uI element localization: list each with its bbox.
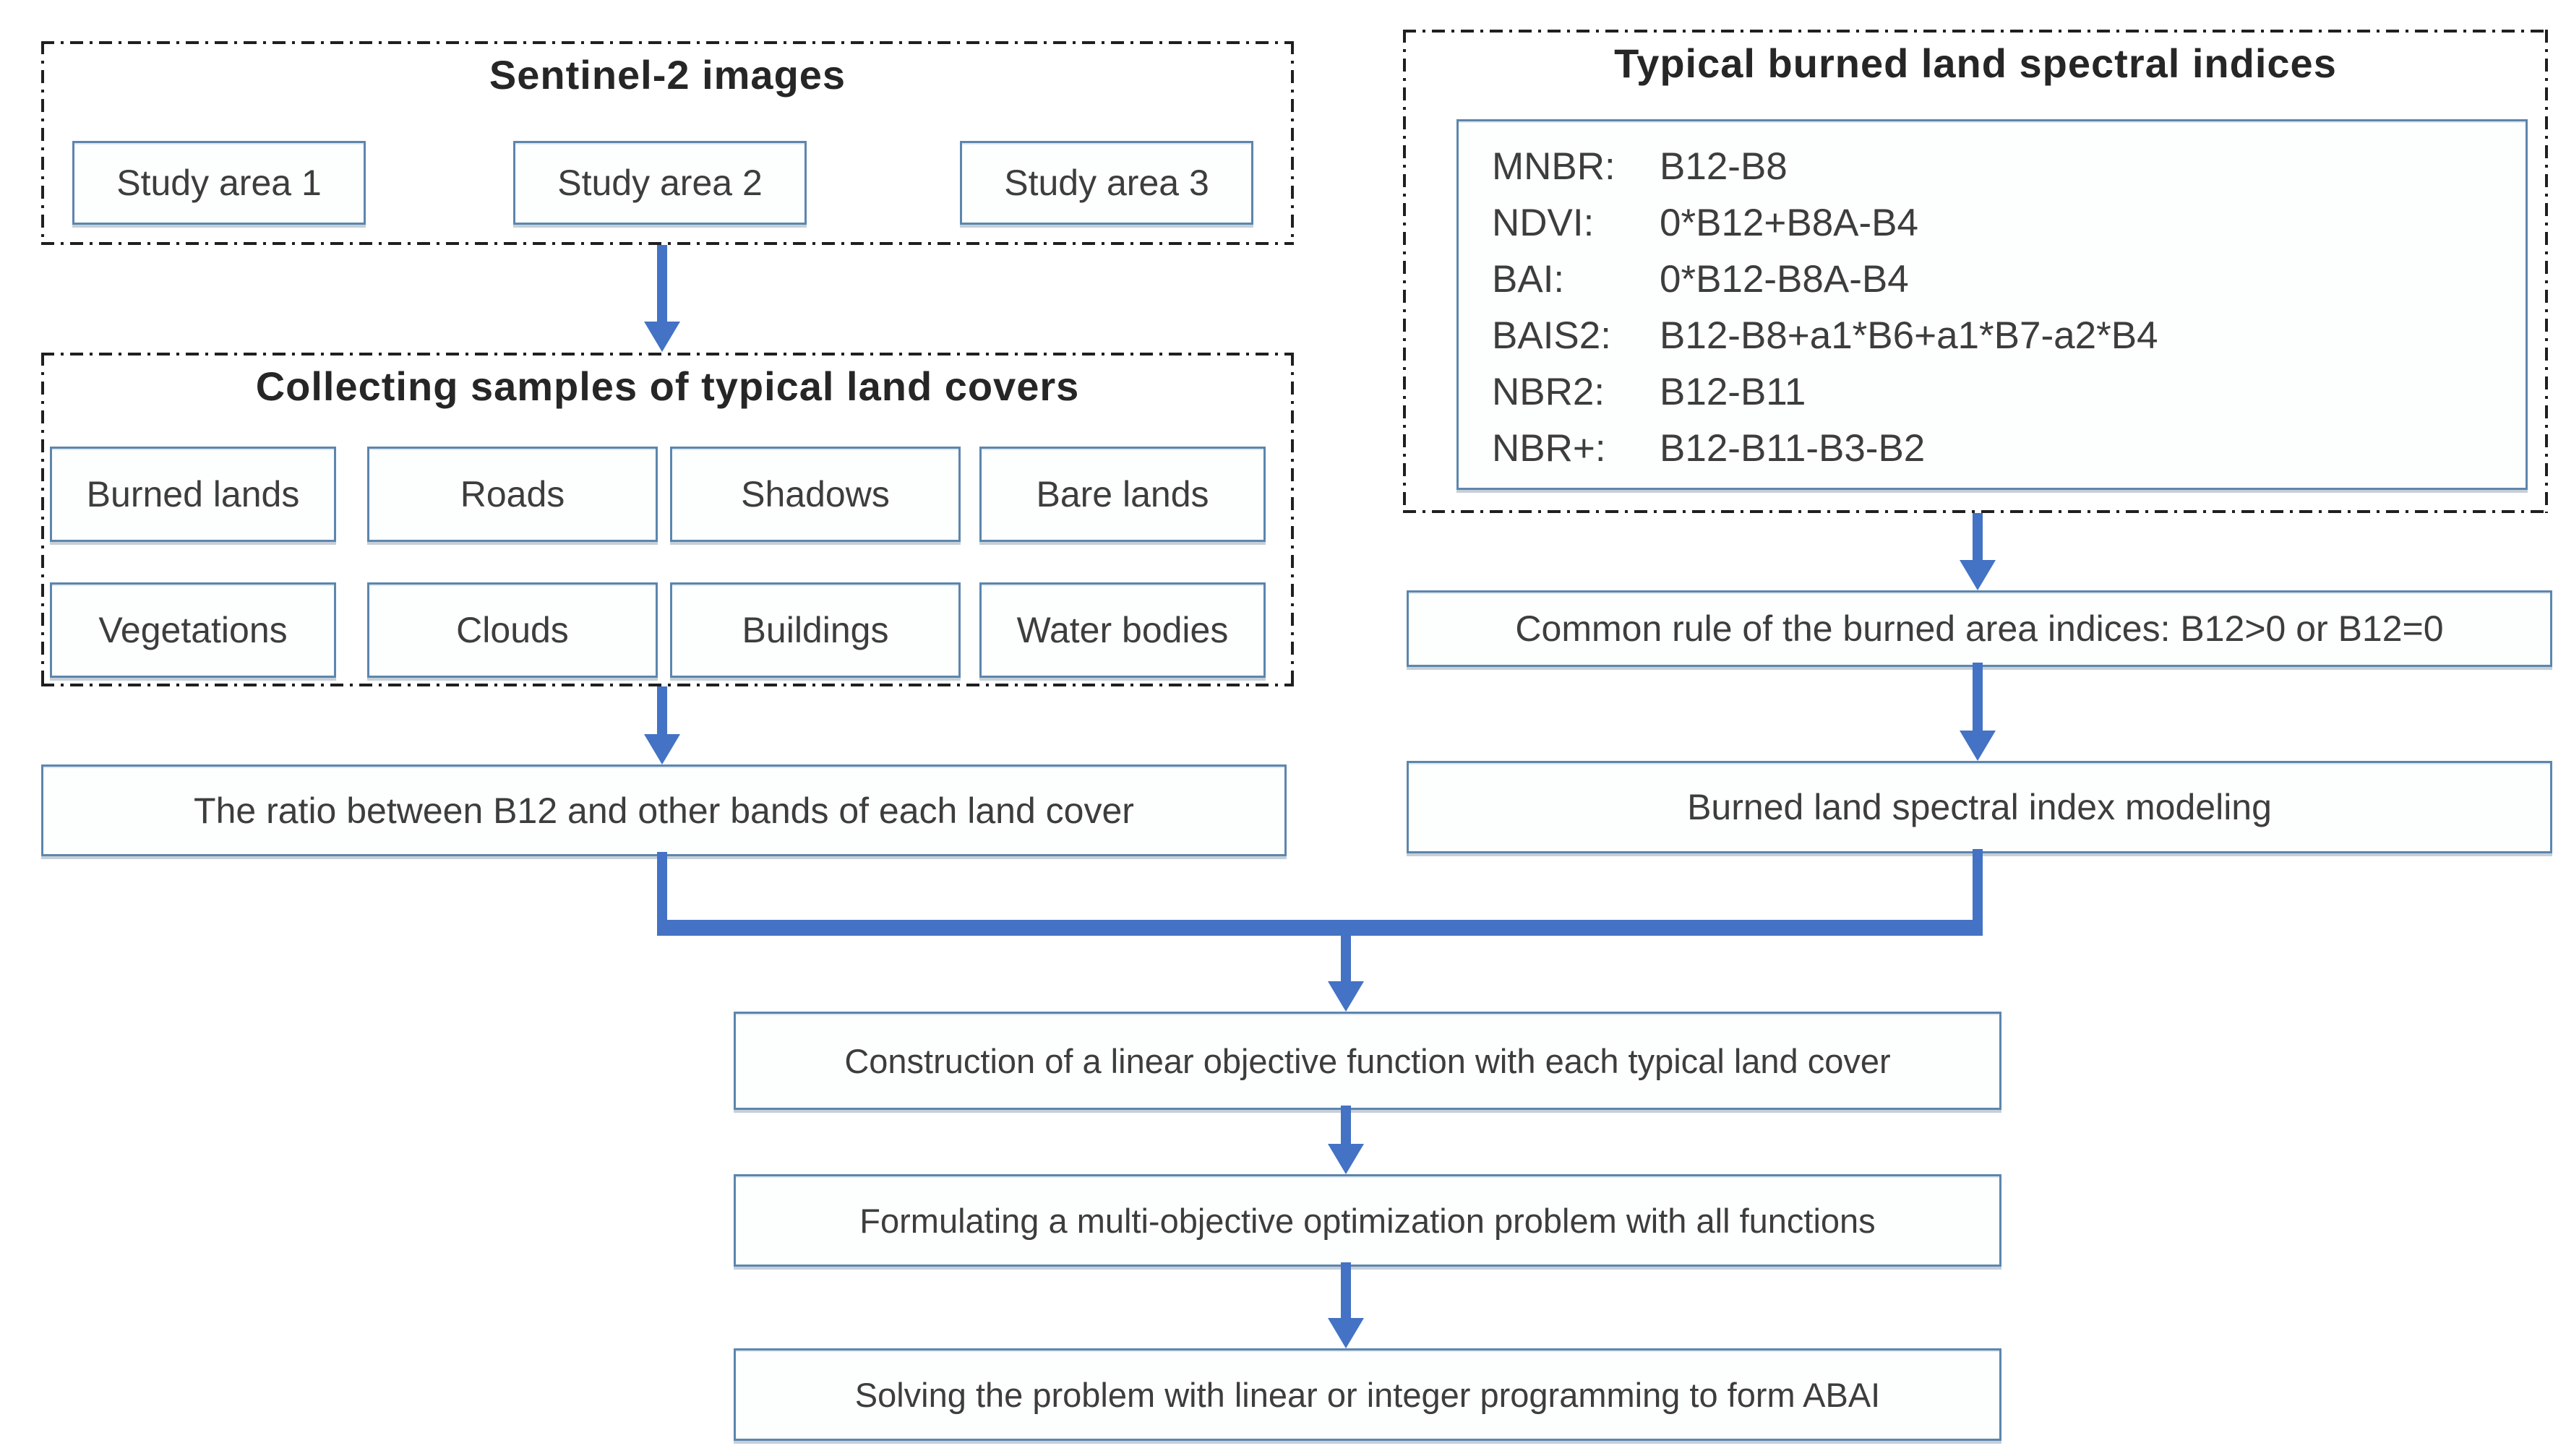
index-formula: B12-B8+a1*B6+a1*B7-a2*B4 — [1660, 314, 2158, 357]
index-label: BAI: — [1492, 258, 1565, 301]
index-label: MNBR: — [1492, 145, 1615, 188]
land-cover-buildings-box — [670, 582, 961, 678]
land-cover-label: Buildings — [742, 610, 889, 650]
index-label: NDVI: — [1492, 202, 1595, 244]
samples-group — [41, 353, 1294, 686]
arrow-shaft — [1973, 663, 1983, 731]
index-formula: B12-B11 — [1660, 371, 1806, 413]
arrow-head-icon — [1960, 731, 1996, 761]
construction-box — [734, 1012, 2001, 1110]
land-cover-label: Roads — [460, 474, 565, 514]
modeling-box — [1407, 761, 2552, 853]
index-row-bais2 — [1492, 308, 2511, 364]
study-area-1-label: Study area 1 — [116, 163, 322, 203]
indices-list-box — [1456, 119, 2528, 490]
indices-group — [1403, 30, 2548, 513]
ratio-box-label: The ratio between B12 and other bands of each land cover — [194, 790, 1134, 831]
index-formula: B12-B8 — [1660, 145, 1788, 188]
study-area-1-box — [72, 141, 366, 225]
land-cover-water-bodies-box — [979, 582, 1266, 678]
arrow-head-icon — [1328, 981, 1364, 1012]
land-cover-roads-box — [367, 447, 658, 542]
land-cover-label: Bare lands — [1036, 474, 1209, 514]
land-cover-label: Water bodies — [1016, 610, 1229, 650]
arrow-samples-to-ratio — [644, 686, 680, 764]
indices-group-title: Typical burned land spectral indices — [1614, 40, 2337, 86]
arrow-head-icon — [644, 322, 680, 352]
arrow-formulating-to-solving — [1328, 1262, 1364, 1348]
arrow-shaft — [1973, 513, 1983, 560]
arrow-head-icon — [644, 734, 680, 764]
index-label: BAIS2: — [1492, 314, 1611, 357]
land-cover-vegetations-box — [50, 582, 336, 678]
index-row-mnbr — [1492, 139, 2511, 195]
ratio-box — [41, 764, 1287, 856]
land-cover-label: Clouds — [456, 610, 569, 650]
solving-box-label: Solving the problem with linear or integer programming to form ABAI — [854, 1375, 1881, 1414]
arrow-shaft — [657, 245, 667, 322]
arrow-rule-to-modeling — [1960, 663, 1996, 761]
arrow-shaft — [657, 686, 667, 734]
solving-box — [734, 1348, 2001, 1441]
index-row-nbr-plus — [1492, 421, 2511, 477]
arrow-shaft — [1341, 936, 1351, 981]
arrow-shaft — [1341, 1262, 1351, 1318]
sentinel-images-group — [41, 41, 1294, 245]
arrow-shaft — [1341, 1106, 1351, 1144]
index-label: NBR2: — [1492, 371, 1605, 413]
index-row-nbr2 — [1492, 364, 2511, 421]
land-cover-bare-lands-box — [979, 447, 1266, 542]
modeling-box-label: Burned land spectral index modeling — [1687, 787, 2272, 827]
formulating-box-label: Formulating a multi-objective optimization problem with all functions — [859, 1201, 1876, 1240]
land-cover-burned-lands-box — [50, 447, 336, 542]
merge-connector-left-line — [657, 852, 667, 927]
land-cover-label: Burned lands — [86, 474, 300, 514]
study-area-2-label: Study area 2 — [557, 163, 763, 203]
study-area-2-box — [513, 141, 807, 225]
index-row-ndvi — [1492, 195, 2511, 251]
arrow-merge-to-construction — [1328, 936, 1364, 1012]
study-area-3-label: Study area 3 — [1004, 163, 1209, 203]
merge-connector-right-line — [1973, 849, 1983, 927]
index-row-bai — [1492, 251, 2511, 308]
arrow-construction-to-formulating — [1328, 1106, 1364, 1174]
index-formula: 0*B12+B8A-B4 — [1660, 202, 1919, 244]
formulating-box — [734, 1174, 2001, 1267]
land-cover-clouds-box — [367, 582, 658, 678]
index-label: NBR+: — [1492, 427, 1606, 470]
land-cover-shadows-box — [670, 447, 961, 542]
land-cover-label: Vegetations — [98, 610, 288, 650]
samples-group-title: Collecting samples of typical land covers — [255, 363, 1080, 409]
common-rule-box — [1407, 590, 2552, 667]
merge-connector-horizontal-line — [657, 920, 1983, 936]
index-formula: 0*B12-B8A-B4 — [1660, 258, 1909, 301]
arrow-head-icon — [1960, 560, 1996, 590]
sentinel-group-title: Sentinel-2 images — [489, 52, 846, 98]
arrow-indices-to-rule — [1960, 513, 1996, 590]
arrow-sentinel-to-samples — [644, 245, 680, 352]
index-formula: B12-B11-B3-B2 — [1660, 427, 1926, 470]
study-area-3-box — [960, 141, 1253, 225]
construction-box-label: Construction of a linear objective function with each typical land cover — [844, 1041, 1891, 1080]
common-rule-label: Common rule of the burned area indices: B12>0 or B12=0 — [1515, 608, 2444, 649]
land-cover-label: Shadows — [741, 474, 890, 514]
arrow-head-icon — [1328, 1318, 1364, 1348]
arrow-head-icon — [1328, 1144, 1364, 1174]
